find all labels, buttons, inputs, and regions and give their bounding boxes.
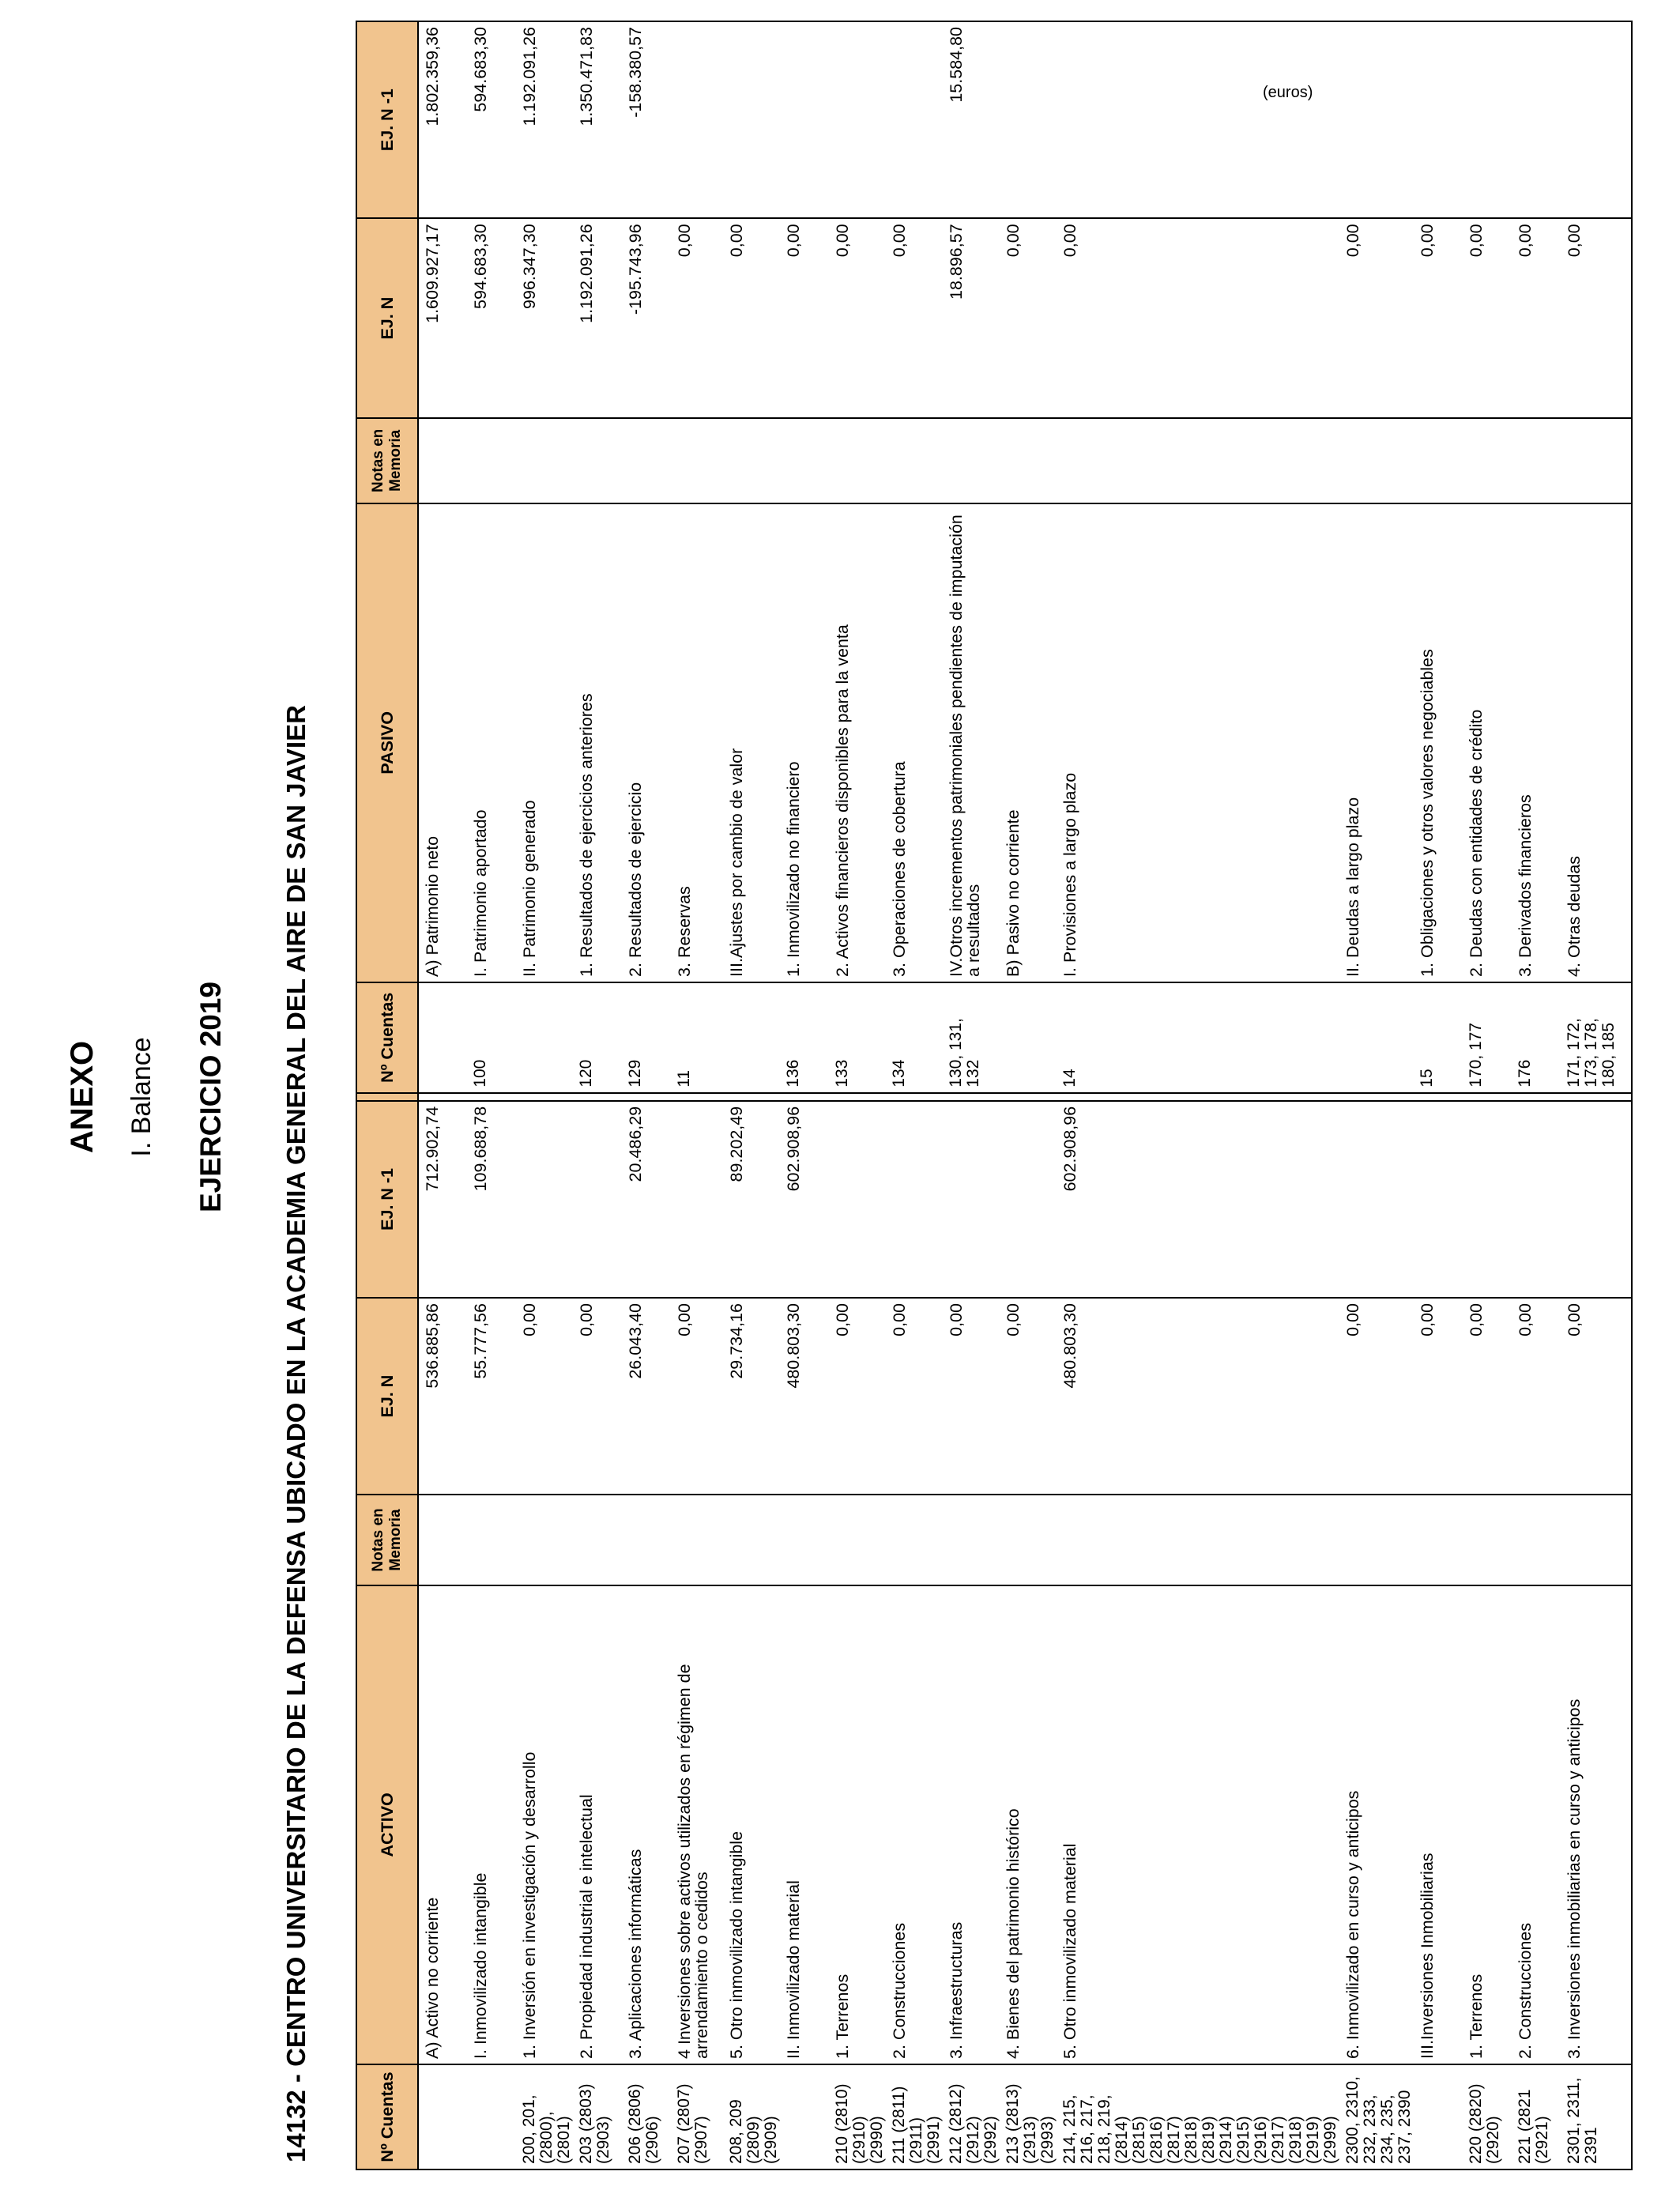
activo-notes-cell (829, 1495, 886, 1585)
pasivo-ejn1-cell (1000, 21, 1057, 218)
pasivo-description-cell: 1. Inmovilizado no financiero (780, 503, 829, 982)
activo-account-cell: 221 (2821 (2921) (1512, 2064, 1561, 2169)
pasivo-description-cell: 3. Reservas (671, 503, 723, 982)
pasivo-account-cell: 15 (1414, 982, 1463, 1093)
pasivo-ejn1-cell (829, 21, 886, 218)
header-ejn1-activo: EJ. N -1 (356, 1101, 418, 1298)
pasivo-notes-cell (1512, 418, 1561, 503)
pasivo-ejn-cell: 0,00 (829, 218, 886, 418)
header-pasivo: PASIVO (356, 503, 418, 982)
annex-title: ANEXO (65, 1040, 100, 1154)
activo-ejn1-cell (1414, 1101, 1463, 1298)
activo-ejn1-cell: 109.688,78 (467, 1101, 516, 1298)
activo-ejn1-cell (573, 1101, 622, 1298)
pasivo-description-cell: 2. Activos financieros disponibles para la venta (829, 503, 886, 982)
activo-ejn1-cell (1561, 1101, 1632, 1298)
activo-account-cell: 211 (2811) (2911) (2991) (886, 2064, 943, 2169)
activo-notes-cell (1057, 1495, 1339, 1585)
header-activo: ACTIVO (356, 1585, 418, 2064)
pasivo-account-cell: 130, 131, 132 (943, 982, 1000, 1093)
pasivo-ejn1-cell (723, 21, 780, 218)
pasivo-ejn-cell: 0,00 (1414, 218, 1463, 418)
activo-description-cell: 1. Terrenos (829, 1585, 886, 2064)
activo-description-cell: 1. Terrenos (1463, 1585, 1512, 2064)
separator (780, 1093, 829, 1101)
activo-description-cell: II. Inmovilizado material (780, 1585, 829, 2064)
separator (573, 1093, 622, 1101)
pasivo-ejn-cell: 18.896,57 (943, 218, 1000, 418)
pasivo-notes-cell (723, 418, 780, 503)
table-row (780, 21, 829, 2169)
activo-ejn-cell: 480.803,30 (780, 1298, 829, 1495)
activo-notes-cell (780, 1495, 829, 1585)
activo-ejn1-cell (671, 1101, 723, 1298)
pasivo-notes-cell (1000, 418, 1057, 503)
pasivo-ejn-cell: 0,00 (723, 218, 780, 418)
activo-ejn1-cell (1512, 1101, 1561, 1298)
pasivo-ejn-cell: 0,00 (1339, 218, 1414, 418)
pasivo-account-cell: 176 (1512, 982, 1561, 1093)
activo-ejn1-cell (1000, 1101, 1057, 1298)
table-row (829, 21, 886, 2169)
pasivo-notes-cell (1414, 418, 1463, 503)
pasivo-ejn1-cell (886, 21, 943, 218)
activo-notes-cell (1339, 1495, 1414, 1585)
separator (516, 1093, 573, 1101)
pasivo-description-cell: I. Patrimonio aportado (467, 503, 516, 982)
activo-description-cell: 3. Aplicaciones informáticas (622, 1585, 671, 2064)
pasivo-ejn-cell: 0,00 (1561, 218, 1632, 418)
activo-ejn-cell: 0,00 (1414, 1298, 1463, 1495)
fiscal-year-title: EJERCICIO 2019 (194, 981, 227, 1213)
activo-notes-cell (723, 1495, 780, 1585)
pasivo-description-cell: 1. Resultados de ejercicios anteriores (573, 503, 622, 982)
pasivo-notes-cell (943, 418, 1000, 503)
activo-ejn-cell: 0,00 (516, 1298, 573, 1495)
pasivo-notes-cell (1339, 418, 1414, 503)
pasivo-account-cell: 133 (829, 982, 886, 1093)
activo-description-cell: 2. Construcciones (1512, 1585, 1561, 2064)
activo-notes-cell (516, 1495, 573, 1585)
pasivo-description-cell: 4. Otras deudas (1561, 503, 1632, 982)
pasivo-ejn-cell: 1.192.091,26 (573, 218, 622, 418)
pasivo-description-cell: B) Pasivo no corriente (1000, 503, 1057, 982)
activo-ejn-cell: 0,00 (573, 1298, 622, 1495)
activo-account-cell: 208, 209 (2809) (2909) (723, 2064, 780, 2169)
activo-ejn1-cell (886, 1101, 943, 1298)
activo-account-cell (418, 2064, 467, 2169)
activo-ejn-cell: 0,00 (1463, 1298, 1512, 1495)
pasivo-description-cell: 3. Derivados financieros (1512, 503, 1561, 982)
pasivo-ejn-cell: 0,00 (886, 218, 943, 418)
separator (467, 1093, 516, 1101)
pasivo-ejn1-cell (671, 21, 723, 218)
table-row (1057, 21, 1339, 2169)
activo-ejn1-cell (516, 1101, 573, 1298)
table-row (886, 21, 943, 2169)
header-cuentas-pasivo: Nº Cuentas (356, 982, 418, 1093)
activo-ejn-cell: 0,00 (829, 1298, 886, 1495)
section-title: I. Balance (126, 1037, 156, 1157)
activo-ejn-cell: 0,00 (671, 1298, 723, 1495)
activo-account-cell: 203 (2803) (2903) (573, 2064, 622, 2169)
activo-ejn1-cell (943, 1101, 1000, 1298)
pasivo-account-cell (723, 982, 780, 1093)
activo-ejn-cell: 480.803,30 (1057, 1298, 1339, 1495)
activo-account-cell: 214, 215, 216, 217, 218, 219, (2814) (2815) (2816) (2817) (2818) (2819) (2914) (2915) (2916) (2917) (2918) (2919) (2999) (1057, 2064, 1339, 2169)
pasivo-ejn1-cell (1057, 21, 1339, 218)
activo-notes-cell (1414, 1495, 1463, 1585)
balance-table (356, 21, 1633, 2170)
separator (1561, 1093, 1632, 1101)
activo-ejn1-cell (1339, 1101, 1414, 1298)
pasivo-account-cell (1000, 982, 1057, 1093)
activo-ejn1-cell: 602.908,96 (780, 1101, 829, 1298)
activo-account-cell: 2300, 2310, 232, 233, 234, 235, 237, 2390 (1339, 2064, 1414, 2169)
table-row (1414, 21, 1463, 2169)
separator (1000, 1093, 1057, 1101)
activo-account-cell: 207 (2807) (2907) (671, 2064, 723, 2169)
table-row (622, 21, 671, 2169)
activo-notes-cell (1561, 1495, 1632, 1585)
pasivo-ejn-cell: 996.347,30 (516, 218, 573, 418)
separator (418, 1093, 467, 1101)
separator (1057, 1093, 1339, 1101)
separator (723, 1093, 780, 1101)
activo-ejn-cell: 55.777,56 (467, 1298, 516, 1495)
activo-account-cell: 213 (2813) (2913) (2993) (1000, 2064, 1057, 2169)
activo-description-cell: 4 Inversiones sobre activos utilizados en régimen de arrendamiento o cedidos (671, 1585, 723, 2064)
activo-ejn-cell: 0,00 (1000, 1298, 1057, 1495)
activo-description-cell: 6. Inmovilizado en curso y anticipos (1339, 1585, 1414, 2064)
pasivo-ejn1-cell (1339, 21, 1414, 218)
pasivo-account-cell: 11 (671, 982, 723, 1093)
pasivo-ejn1-cell (1512, 21, 1561, 218)
activo-description-cell: 3. Inversiones inmobiliarias en curso y anticipos (1561, 1585, 1632, 2064)
pasivo-description-cell: I. Provisiones a largo plazo (1057, 503, 1339, 982)
pasivo-account-cell: 129 (622, 982, 671, 1093)
table-row (516, 21, 573, 2169)
pasivo-description-cell: A) Patrimonio neto (418, 503, 467, 982)
activo-description-cell: 2. Construcciones (886, 1585, 943, 2064)
pasivo-description-cell: 3. Operaciones de cobertura (886, 503, 943, 982)
pasivo-description-cell: 2. Deudas con entidades de crédito (1463, 503, 1512, 982)
activo-description-cell: 5. Otro inmovilizado material (1057, 1585, 1339, 2064)
activo-ejn-cell: 536.885,86 (418, 1298, 467, 1495)
table-row (1463, 21, 1512, 2169)
activo-description-cell: 5. Otro inmovilizado intangible (723, 1585, 780, 2064)
table-row (1339, 21, 1414, 2169)
activo-ejn-cell: 26.043,40 (622, 1298, 671, 1495)
activo-notes-cell (418, 1495, 467, 1585)
activo-ejn1-cell: 712.902,74 (418, 1101, 467, 1298)
pasivo-ejn-cell: 0,00 (1000, 218, 1057, 418)
activo-notes-cell (943, 1495, 1000, 1585)
table-row (723, 21, 780, 2169)
activo-notes-cell (886, 1495, 943, 1585)
activo-ejn1-cell: 89.202,49 (723, 1101, 780, 1298)
pasivo-ejn1-cell: 1.350.471,83 (573, 21, 622, 218)
activo-ejn1-cell: 602.908,96 (1057, 1101, 1339, 1298)
activo-notes-cell (467, 1495, 516, 1585)
header-cuentas-activo: Nº Cuentas (356, 2064, 418, 2169)
pasivo-account-cell (1339, 982, 1414, 1093)
separator (622, 1093, 671, 1101)
separator (671, 1093, 723, 1101)
pasivo-notes-cell (886, 418, 943, 503)
activo-ejn-cell: 29.734,16 (723, 1298, 780, 1495)
pasivo-description-cell: 2. Resultados de ejercicio (622, 503, 671, 982)
activo-ejn-cell: 0,00 (1561, 1298, 1632, 1495)
table-row (943, 21, 1000, 2169)
activo-notes-cell (622, 1495, 671, 1585)
pasivo-account-cell (516, 982, 573, 1093)
pasivo-notes-cell (516, 418, 573, 503)
table-row (1561, 21, 1632, 2169)
pasivo-ejn1-cell: 594.683,30 (467, 21, 516, 218)
pasivo-notes-cell (671, 418, 723, 503)
pasivo-notes-cell (780, 418, 829, 503)
pasivo-ejn-cell: 0,00 (780, 218, 829, 418)
activo-ejn-cell: 0,00 (943, 1298, 1000, 1495)
pasivo-account-cell (418, 982, 467, 1093)
activo-notes-cell (671, 1495, 723, 1585)
pasivo-ejn1-cell (1414, 21, 1463, 218)
pasivo-ejn-cell: 0,00 (671, 218, 723, 418)
activo-account-cell (467, 2064, 516, 2169)
activo-notes-cell (1463, 1495, 1512, 1585)
separator (1414, 1093, 1463, 1101)
pasivo-ejn-cell: 1.609.927,17 (418, 218, 467, 418)
table-row (573, 21, 622, 2169)
activo-account-cell (1414, 2064, 1463, 2169)
pasivo-account-cell: 170, 177 (1463, 982, 1512, 1093)
table-row (1000, 21, 1057, 2169)
activo-description-cell: 3. Infraestructuras (943, 1585, 1000, 2064)
pasivo-ejn-cell: 0,00 (1512, 218, 1561, 418)
pasivo-notes-cell (418, 418, 467, 503)
activo-description-cell: 4. Bienes del patrimonio histórico (1000, 1585, 1057, 2064)
activo-notes-cell (573, 1495, 622, 1585)
pasivo-account-cell: 134 (886, 982, 943, 1093)
activo-ejn1-cell: 20.486,29 (622, 1101, 671, 1298)
activo-description-cell: A) Activo no corriente (418, 1585, 467, 2064)
pasivo-account-cell: 136 (780, 982, 829, 1093)
pasivo-ejn1-cell (1463, 21, 1512, 218)
activo-account-cell: 200, 201, (2800), (2801) (516, 2064, 573, 2169)
separator (829, 1093, 886, 1101)
pasivo-description-cell: IV.Otros incrementos patrimoniales pendientes de imputación a resultados (943, 503, 1000, 982)
activo-account-cell: 212 (2812) (2912) (2992) (943, 2064, 1000, 2169)
header-ejn-pasivo: EJ. N (356, 218, 418, 418)
units-label: (euros) (1263, 84, 1313, 101)
header-notas-activo: Notas en Memoria (356, 1495, 418, 1585)
activo-description-cell: 2. Propiedad industrial e intelectual (573, 1585, 622, 2064)
pasivo-ejn-cell: 0,00 (1057, 218, 1339, 418)
pasivo-account-cell: 120 (573, 982, 622, 1093)
pasivo-description-cell: 1. Obligaciones y otros valores negociables (1414, 503, 1463, 982)
table-row (671, 21, 723, 2169)
pasivo-account-cell: 14 (1057, 982, 1339, 1093)
pasivo-account-cell: 171, 172, 173, 178, 180, 185 (1561, 982, 1632, 1093)
pasivo-ejn1-cell (780, 21, 829, 218)
pasivo-account-cell: 100 (467, 982, 516, 1093)
activo-description-cell: 1. Inversión en investigación y desarrollo (516, 1585, 573, 2064)
activo-account-cell: 220 (2820) (2920) (1463, 2064, 1512, 2169)
pasivo-description-cell: II. Patrimonio generado (516, 503, 573, 982)
table-row (1512, 21, 1561, 2169)
header-ejn-activo: EJ. N (356, 1298, 418, 1495)
activo-ejn1-cell (1463, 1101, 1512, 1298)
activo-ejn-cell: 0,00 (1339, 1298, 1414, 1495)
pasivo-notes-cell (622, 418, 671, 503)
pasivo-notes-cell (467, 418, 516, 503)
pasivo-ejn1-cell: 1.192.091,26 (516, 21, 573, 218)
pasivo-ejn1-cell: 1.802.359,36 (418, 21, 467, 218)
separator (1512, 1093, 1561, 1101)
separator (943, 1093, 1000, 1101)
pasivo-ejn-cell: 0,00 (1463, 218, 1512, 418)
pasivo-ejn-cell: 594.683,30 (467, 218, 516, 418)
separator (1463, 1093, 1512, 1101)
activo-account-cell: 2301, 2311, 2391 (1561, 2064, 1632, 2169)
activo-notes-cell (1000, 1495, 1057, 1585)
pasivo-notes-cell (829, 418, 886, 503)
activo-ejn-cell: 0,00 (886, 1298, 943, 1495)
activo-description-cell: III.Inversiones Inmobiliarias (1414, 1585, 1463, 2064)
pasivo-notes-cell (1463, 418, 1512, 503)
activo-account-cell: 206 (2806) (2906) (622, 2064, 671, 2169)
activo-description-cell: I. Inmovilizado intangible (467, 1585, 516, 2064)
entity-title: 14132 - CENTRO UNIVERSITARIO DE LA DEFENSA UBICADO EN LA ACADEMIA GENERAL DEL AIRE DE SAN JAVIER (281, 705, 311, 2162)
activo-notes-cell (1512, 1495, 1561, 1585)
header-ejn1-pasivo: EJ. N -1 (356, 21, 418, 218)
activo-ejn-cell: 0,00 (1512, 1298, 1561, 1495)
pasivo-ejn1-cell: 15.584,80 (943, 21, 1000, 218)
pasivo-notes-cell (1057, 418, 1339, 503)
pasivo-notes-cell (1561, 418, 1632, 503)
activo-account-cell: 210 (2810) (2910) (2990) (829, 2064, 886, 2169)
separator (1339, 1093, 1414, 1101)
pasivo-ejn-cell: -195.743,96 (622, 218, 671, 418)
table-row (467, 21, 516, 2169)
activo-ejn1-cell (829, 1101, 886, 1298)
separator (886, 1093, 943, 1101)
header-notas-pasivo: Notas en Memoria (356, 418, 418, 503)
pasivo-description-cell: II. Deudas a largo plazo (1339, 503, 1414, 982)
pasivo-description-cell: III.Ajustes por cambio de valor (723, 503, 780, 982)
pasivo-ejn1-cell: -158.380,57 (622, 21, 671, 218)
activo-account-cell (780, 2064, 829, 2169)
pasivo-ejn1-cell (1561, 21, 1632, 218)
pasivo-notes-cell (573, 418, 622, 503)
table-row (418, 21, 467, 2169)
